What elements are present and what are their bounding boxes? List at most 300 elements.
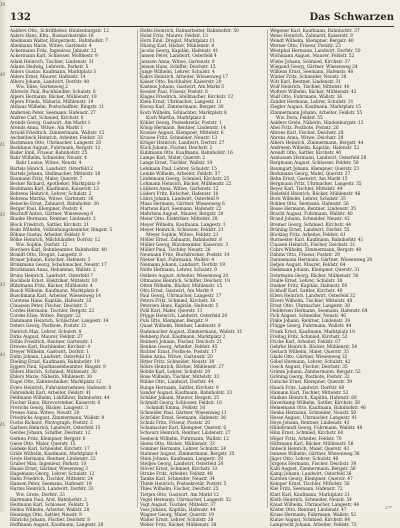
edge-mark: 44 [0, 352, 6, 357]
directory-entry: Fricke Karl, Arbeiter, Feldstr. 67 [270, 339, 341, 345]
directory-entry: Kaiser Otto, Buchhalter, Kaiserstr. 20 [140, 79, 222, 85]
directory-entry: Lindemann Georg, Schmied, Kirchstr. 25 [140, 176, 230, 182]
edge-mark: 39 [0, 2, 6, 7]
directory-entry: Jansen Peter, Landwirt, Osterfeld 4 [140, 54, 217, 60]
directory-entry: Berger Paul, Klempner, Poststr. 6 [10, 207, 83, 213]
directory-entry: Müller Georg, Bürobeamter, Kaiserstr. 3 [140, 242, 228, 248]
directory-entry: Lübbers Anna, Witwe, Gartenstr. 12 [140, 186, 219, 192]
page-number: 132 [10, 12, 31, 23]
directory-entry: Hildebrandt Georg, Fuhrmann, Wallstr. 48 [270, 426, 363, 432]
directory-entry: Grote Hermann, Rentner, Lindenstr. 22 [10, 456, 96, 462]
directory-entry: Abel Fritz, Postbote, Poststr. 26 [270, 125, 339, 131]
directory-entry: Bohlen Otto, Seemann, Hafenstr. 56 [270, 202, 349, 208]
directory-entry: Junge Wilhelm, Lehrer, Schulstr. 4 [140, 69, 215, 75]
directory-entry: Ehlers Marie, Näherin, Mühlenstr. 30 [10, 375, 92, 381]
directory-entry: Hartmann Paul, Arzt, Bahnhofstr. 2 [10, 497, 87, 503]
directory-entry: Duhn Johann, Landwirt, Osterfeld 11 [10, 355, 91, 360]
directory-entry: Heyn Johann, Rentner, Lindenstr. 43 [270, 421, 350, 427]
directory-entry: Knust Wilhelm, Uhrmacher, Langestr. 44 [270, 502, 359, 508]
directory-entry: Tamke Karl, Schneider, Neustr. 34 [140, 477, 215, 483]
directory-entry: Neumann Fritz, Buchdrucker, Poststr. 14 [140, 253, 230, 259]
directory-entry: Wagner Georg, Maler, Querstr. 19 [140, 512, 214, 518]
directory-entry: Hesse August, Uhrmacher, Langestr. 41 [270, 416, 358, 422]
directory-entry: Bode Wilhelm, Vollziehungsbeamter, Ringstr. 5 [10, 227, 113, 233]
directory-entry: Schneider Paul, Gärtner, Wiesenweg 11 [140, 411, 227, 417]
directory-entry: Klages Friedrich, Stellmacher, Kirchstr. 12 [140, 95, 234, 101]
directory-entry: Stahmer August, Zimmermann, Bergstr. 35 [140, 451, 235, 457]
directory-entry: Behrens Heinrich, Lehrer, Schulstr. 2 [10, 192, 92, 197]
directory-entry: Wendt Wilhelm, Klempner, Bergstr. 40 [270, 39, 354, 45]
directory-entry: Freese Anna, Witwe, Neustr. 20 [10, 411, 80, 417]
directory-entry: Bargmann August, Schlosser, Feldstr. 58 [270, 161, 359, 167]
directory-entry: Köhler Georg, Postsekretär, Poststr. 1 [140, 120, 222, 126]
directory-entry: Quast Wilhelm, Rentner, Lindenstr. 8 [140, 324, 221, 330]
page-header [10, 12, 394, 26]
directory-entry: Wiebe Johann, Schmied, Kirchstr. 37 [270, 59, 350, 65]
directory-entry: Hagemann Georg, Lehrer, Schulstr. 12 [10, 472, 95, 478]
directory-entry: Schäfer Johann, Maurer, Bergstr. 25 [140, 395, 219, 401]
directory-entry: Bader Emil, Friseur, Bahnhofstr. 25 [10, 151, 88, 157]
directory-entry: Baumann Fritz, Maler, Querstr. 7 [10, 176, 83, 182]
directory-entry: Böhme Gustav, Arbeiter, Feldstr. 9 [10, 232, 85, 238]
directory-entry: Carstens Hans, Kapitän, Hafenstr. 33 [10, 298, 92, 304]
directory-entry: Hamann Karl, Tischler, Mittelstr. 52 [270, 390, 349, 396]
directory-entry: Flügge Georg, Fuhrmann, Wallstr. 44 [270, 324, 352, 330]
directory-entry: Gerken Fritz, Klempner, Bergstr. 6 [10, 436, 86, 442]
directory-entry: Ehlers Hinrich, Schmied, Mühlenstr. 30 [10, 370, 97, 376]
directory-entry: Krüger Heinrich, Landwirt, Dorfstr. 27 [140, 141, 225, 147]
directory-entry: Engel Otto, Zahntechniker, Marktplatz 12 [10, 380, 102, 386]
directory-entry: Ebeling Ernst, Kaufmann, Bahnhofstr. 19 [10, 360, 100, 366]
directory-entry: Friedrichs August, Zimmermann, Wallstr. 9 [10, 416, 105, 422]
directory-entry: Stelljes Georg, Landwirt, Osterfeld 24 [140, 461, 224, 467]
directory-entry: Hüttmann Karl, Bäcker, Mühlenstr. 58 [270, 441, 354, 447]
directory-entry: Evers Heinrich, Fuhrunternehmer, Hafenstr. 8 [10, 385, 112, 391]
directory-entry: Ernst Otto, Uhrmacher, Langestr. 38 [270, 304, 350, 310]
edge-mark: 43 [0, 282, 6, 287]
directory-entry: Kruse Hermann, Fuhrmann, Wallstr. 52 [270, 512, 357, 518]
directory-entry: Hohls Heinrich, Bahnarbeiter, Bahnhofstr. 50 [140, 29, 239, 34]
directory-entry: Kiel Fritz, Seemann, Hafenstr. 72 [270, 487, 343, 493]
directory-entry: König Hermann, Rentner, Lindenstr. 14 [140, 125, 226, 131]
directory-entry: Frank Ernst, Kaufmann, Marktplatz 18 [270, 329, 355, 335]
directory-entry: Westphal Hermann, Landwirt, Dorfstr. 50 [270, 49, 361, 55]
directory-entry: Albers Heinrich, Zimmermann, Bergstr. 44 [270, 141, 364, 147]
directory-entry: Dohrmann Georg, Bäcker, Mühlenstr. 50 [270, 273, 359, 279]
directory-entry: Ww. Sophie, Dorfstr. 12 [16, 242, 68, 248]
directory-entry: Ackermann Fritz, Ingenieur, Jahnstr. 22 [10, 49, 97, 55]
directory-entry: Bosse Hermann, Rentner, Lindenstr. 35 [270, 207, 356, 213]
directory-entry: Rieke Anna, Witwe, Gartenstr. 20 [140, 355, 213, 360]
directory-entry: Eggers Paul, Sparkassenbeamter, Ringstr. 9 [10, 365, 106, 371]
directory-entry: Gosch August, Fischer, Deichstr. 35 [270, 365, 348, 371]
directory-entry: Rohde Karl, Lehrer, Schulstr. 20 [140, 370, 211, 376]
directory-entry: Alpers Hermann, Bäcker, Mühlenstr. 19 [10, 95, 97, 101]
directory-entry: Deters Georg, Postbote, Poststr. 11 [10, 324, 87, 330]
directory-column-2 [137, 29, 264, 528]
directory-entry: Lange Ernst, Tischler, Wallstr. 19 [140, 161, 213, 167]
directory-entry: Kessler Paul, Friseur, Poststr. 8 [140, 90, 208, 96]
directory-entry: Althaus Wilhelm, Postschaffner, Ringstr. 11 [10, 105, 105, 111]
directory-entry: Frerichs Georg, Bäcker, Langestr. 3 [10, 405, 88, 411]
directory-entry: Ww. Dora, Feldstr. 55 [276, 115, 323, 121]
directory-entry: Cordes Elise, Witwe, Bergstr. 22 [10, 314, 81, 320]
directory-entry: Gröning Georg, Postbote, Poststr. 32 [270, 375, 350, 381]
directory-entry: Kahl August, Zimmermann, Bergstr. 56 [270, 467, 356, 473]
directory-entry: Dreyer Wilhelm, Gastwirt, Dorfstr. 1 [10, 349, 90, 355]
directory-entry: Thies Wilhelm, Fischer, Deichstr. 25 [140, 487, 219, 493]
directory-entry: Baumgart Johann, Klempner, Querstr. 23 [270, 166, 360, 172]
directory-entry: Dannemann Hermann, Gärtner, Wiesenweg 28 [270, 258, 373, 264]
directory-entry: Feldmann Wilhelm, Lokführer, Bahnhofstr. 44 [10, 395, 110, 401]
directory-entry: Haack Fritz, Landwirt, Dorfstr. 60 [270, 385, 345, 391]
directory-entry: Bergmann Fritz, Uhrmacher, Langestr. 35 [270, 181, 362, 187]
directory-entry: Vogt August, Tischler, Mittelstr. 37 [140, 502, 216, 508]
directory-entry: Elvers Wilhelm, Tischler, Mittelstr. 48 [270, 298, 353, 304]
directory-entry: Kunze August, Schmied, Kirchstr. 64 [270, 518, 350, 523]
directory-entry: Schröder Ernst, Seemann, Hafenstr. 36 [140, 416, 226, 422]
directory-entry: Hansen Peter, Seemann, Hafenstr. 19 [10, 482, 92, 488]
directory-entry: Ritter Fritz, Schneider, Neustr. 30 [140, 360, 215, 366]
directory-entry: Janssen Anna, Witwe, Gartenstr. 9 [140, 59, 215, 65]
directory-entry: Lampe Karl, Maler, Querstr. 2 [140, 156, 206, 162]
directory-entry: Dirks August, Maurer, Feldstr. 27 [10, 334, 83, 340]
directory-entry: Otto Ernst, Gastwirt, Am Markt 9 [140, 288, 214, 294]
directory-entry: Kahrs Heinrich, Arbeiter, Wiesenweg 17 [140, 74, 228, 80]
directory-entry: Brand Johann, Schneider, Neustr. 42 [270, 217, 350, 223]
directory-entry: Krause Fritz, Schneider, Neustr. 13 [140, 135, 217, 141]
directory-entry: Lehmann Paul, Lehrer, Schulstr. 15 [140, 166, 217, 172]
directory-entry: Peters Fritz, Schmied, Kirchstr. 30 [140, 298, 216, 304]
directory-entry: Ahrens Anna, Witwe, Deichstr. 28 [270, 135, 344, 141]
directory-entry: Brüning Ernst, Landwirt, Dorfstr. 55 [270, 227, 350, 233]
directory-entry: Meyer Sophie, Witwe, Feldstr. 21 [146, 232, 219, 238]
directory-entry: Holst Fritz, Maurer, Feldstr. 13 [140, 34, 208, 40]
directory-entry: Wulf Otto, Fuhrmann, Wallstr. 36 [270, 95, 343, 101]
directory-entry: Stöver Ernst, Schmied, Kirchstr. 33 [140, 467, 218, 473]
directory-entry: Martens Karl, Seemann, Hafenstr. 22 [140, 207, 222, 213]
directory-entry: Renken Georg, Arbeiter, Feldstr. 45 [140, 344, 218, 350]
directory-entry: Oltmanns Heinrich, Schiffer, Deichstr. 18 [140, 278, 230, 284]
directory-entry: Heinemann Otto, Kaufmann, Bahnhofstr. 46 [270, 405, 366, 411]
directory-entry: Dunker Fritz, Kapitän, Hafenstr. 60 [270, 283, 348, 289]
directory-entry: Lüders Fritz, Kutscher, Hafenstr. 10 [140, 192, 219, 197]
directory-entry: Asmussen Hermann, Landwirt, Osterfeld 28 [270, 156, 367, 162]
directory-entry: Göbel Hermann, Lehrer, Schulstr. 42 [270, 360, 351, 366]
directory-entry: Schulz Fritz, Friseur, Poststr. 20 [140, 421, 211, 427]
directory-entry: Kück Johann, Fischer, Deichstr. 2 [140, 146, 213, 152]
directory-entry: Diekmann Johann, Klempner, Querstr. 31 [270, 268, 360, 274]
directory-entry: Lemke Wilhelm, Arbeiter, Feldstr. 37 [140, 171, 221, 177]
directory-entry: Eckhoff Karl, Sattler, Kirchstr. 48 [270, 288, 343, 294]
directory-column-1 [10, 29, 134, 528]
directory-entry: Abelmann Walter, Bürgermstr., Bahnhofstr. 7 [10, 39, 109, 45]
directory-entry: Schumacher Karl, Klempner, Querstr. 6 [140, 426, 227, 432]
directory-entry: Cordes Hermann, Tischler, Bergstr. 22 [10, 309, 95, 315]
directory-entry: Rademacher August, Zimmermann, Wallstr. 31 [140, 329, 243, 335]
directory-entry: Hinrichs Johann, Fischer, Deichstr. 8 [10, 518, 90, 523]
directory-entry: Fischer Hans, Bürovorsteher, Kaiserstr. 6 [10, 400, 101, 406]
directory-entry: Höper Fritz, Arbeiter, Feldstr. 70 [270, 436, 342, 442]
directory-entry: Sommer Hermann, Lehrer, Schulstr. 24 [140, 446, 227, 452]
directory-entry: Bartels Johann, Stellmacher, Mittelstr. 18 [10, 171, 101, 177]
directory-entry: Maas Hermann, Gärtner, Wiesenweg 6 [140, 202, 225, 208]
directory-entry: Seebeck Wilhelm, Fuhrmann, Wallstr. 12 [140, 436, 229, 442]
directory-entry: Dralle Ernst, Lehrer, Schulstr. 38 [270, 278, 343, 284]
directory-entry: Horn Emil, Drogist, Marktplatz 11 [140, 39, 215, 45]
directory-entry: Oelkers August, Arbeiter, Wiesenweg 20 [140, 273, 229, 279]
directory-entry: Hahn Friedrich, Tischler, Mittelstr. 24 [10, 477, 93, 483]
directory-entry: Haverkamp Wilhelm, Sattler, Kirchstr. 56 [270, 400, 360, 406]
directory-entry: Gerlach Wilhelm, Maler, Querstr. 35 [270, 349, 349, 355]
directory-entry: Ahlers Gustav, Kaufmann, Marktplatz 3 [10, 69, 96, 75]
directory-entry: Cohrs Wilhelm, Zimmermann, Bergstr. 48 [270, 248, 362, 254]
edge-mark: 42 [0, 212, 6, 217]
directory-entry: Jürgens Hermann, Fischer, Deichstr. 39 [270, 461, 357, 467]
directory-entry: Adam Heinrich, Tischler, Lindenstr. 31 [10, 59, 95, 65]
directory-entry: Albers Johann, Landwirt, Dorfstr. 40 [10, 79, 90, 85]
directory-entry: Wegener Karl, Kaufmann, Bahnhofstr. 37 [270, 29, 360, 34]
directory-entry: Block Friedrich, Sattler, Kirchstr. 21 [10, 222, 90, 228]
directory-entry: Andree Carl, Schmied, Kirchstr. 8 [10, 115, 84, 121]
directory-entry: Rose Wilhelm, Tischler, Mittelstr. 33 [140, 375, 220, 381]
directory-entry: Bischoff Anton, Gärtner, Wiesenweg 8 [10, 212, 93, 218]
directory-entry: Adams Hedwig, Lehrerin, Parkstr. 5 [10, 64, 89, 70]
directory-entry: Kamp Johann, Landwirt, Osterfeld 36 [270, 472, 352, 478]
directory-entry: Beckmann Georg, Maler, Querstr. 27 [270, 171, 351, 177]
directory-entry: Meyer Wilhelm, Kaufmann, Langestr. 1 [140, 222, 226, 228]
directory-entry: Tietjen Otto, Gastwirt, Am Markt 12 [140, 492, 220, 498]
directory-entry: Finke Johann, Rentner, Lindenstr. 39 [270, 319, 351, 325]
directory-entry: Richter Ernst, Postbote, Poststr. 17 [140, 349, 217, 355]
directory-entry: Bahr Louise, Witwe, Neustr. 4 [16, 161, 82, 167]
directory-entry: Grimm Johann, Zimmermann, Bergstr. 52 [270, 370, 361, 376]
directory-entry: Glade Otto, Gärtner, Wiesenweg 32 [270, 355, 348, 360]
directory-entry: Hinz Ernst, Schmied, Kirchstr. 60 [270, 431, 344, 437]
directory-entry: Meier Otto, Elektriker, Mittelstr. 28 [140, 217, 218, 223]
directory-entry: Kemper Ernst, Tischler, Mittelstr. 56 [270, 482, 350, 488]
directory-entry: Dietrich Max, Lehrer, Schulstr. 8 [10, 329, 82, 335]
directory-entry: Backhaus August, Fuhrmann, Bergstr. 12 [10, 146, 101, 152]
directory-entry: Döhle Friedrich, Rentner, Gartenstr. 1 [10, 339, 93, 345]
directory-entry: Andersen Peter, Seemann, Hafenstr. 27 [10, 110, 96, 116]
directory-entry: Hanken Heinrich, Kapitän, Hafenstr. 68 [270, 395, 357, 401]
directory-entry: Koch Martha, Marktplatz 8 [146, 115, 206, 121]
directory-entry: Paul Georg, Uhrmacher, Langestr. 17 [140, 293, 222, 299]
directory-entry: Ziegler August, Kaufmann, Marktplatz 15 [270, 105, 361, 111]
directory-entry: Gödeke Karl, Schneider, Kirchstr. 17 [10, 446, 90, 452]
directory-entry: Möller Ernst, Zahnarzt, Bahnhofstr. 8 [140, 237, 222, 243]
footer-signature-mark: 17* [384, 505, 392, 510]
directory-entry: Stein Johann, Kaufmann, Langestr. 29 [140, 456, 223, 462]
directory-entry: Beyer Karl, Tischler, Mittelstr. 44 [270, 186, 343, 192]
directory-entry: Runge Hermann, Sattler, Kirchstr. 9 [140, 385, 219, 391]
directory-entry: Wiegand Georg, Gärtner, Wiesenweg 24 [270, 64, 358, 70]
directory-entry: Koch Wilhelm, Schlachter, Marktplatz 8 [140, 110, 227, 116]
directory-entry: Ahlers Ernst, Maurer, Hafenstr. 14 [10, 74, 86, 80]
directory-entry: Bracht August, Fuhrmann, Wallstr. 40 [270, 212, 353, 218]
directory-entry: Röhrs Heinrich, Bäcker, Mühlenstr. 27 [140, 365, 224, 371]
directory-entry: Bock Wilhelm, Lehrer, Schulstr. 35 [270, 197, 346, 203]
directory-entry: Wolters Wilhelm, Bäcker, Mühlenstr. 42 [270, 90, 357, 96]
directory-entry: Ww. Elise, Gartenweg 2 [16, 85, 68, 91]
directory-entry: Aalders Otto, Schriftleiter, Hindenburgstr. 12 [10, 29, 109, 34]
directory-entry: Hennings Otto, Sattler, Neustr. 9 [10, 512, 82, 518]
directory-entry: Gruber Max, Ingenieur, Parkstr. 10 [10, 461, 87, 467]
directory-entry: Haase Ernst, Gärtner, Wiesenweg 3 [10, 467, 88, 473]
directory-entry: Rübke Otto, Landwirt, Dorfstr. 44 [140, 380, 214, 386]
directory-entry: Wichmann August, Maurer, Feldstr. 52 [270, 54, 355, 60]
directory-entry: Freitag Fritz, Schmied, Kirchstr. 52 [270, 334, 348, 340]
directory-entry: Bruns Heinrich, Landwirt, Osterfeld 7 [10, 273, 93, 279]
directory-entry: Zander Hermann, Lehrer, Schulstr. 31 [270, 100, 354, 106]
directory-entry: Henke Hermann, Schneider, Neustr. 50 [270, 411, 357, 417]
directory-entry: Köster Otto, Rentner, Lindenstr. 47 [270, 507, 347, 513]
directory-entry: Müller Paul, Tischler, Neustr. 26 [140, 248, 211, 254]
directory-entry: Kramer August, Klempner, Mittelstr. 6 [140, 130, 224, 136]
directory-entry: Behrens Martha, Witwe, Gartenstr. 16 [10, 197, 94, 203]
directory-entry: Arends Georg, Gastwirt, Am Markt 1 [10, 120, 91, 126]
directory-entry: Bachmann Otto, Uhrmacher, Langestr. 20 [10, 141, 102, 147]
directory-entry: Reimers Johann, Fischer, Deichstr. 21 [140, 339, 223, 345]
directory-entry: Buschmann Karl, Arbeiter, Wiesenweg 14 [10, 293, 101, 299]
directory-entry: Siems Otto, Bäcker, Mühlenstr. 33 [140, 441, 215, 447]
directory-entry: Klatt Karl, Kaufmann, Marktplatz 21 [270, 492, 350, 498]
directory-entry: Dammann Heinrich, Schlachter, Langestr. 14 [10, 319, 109, 325]
directory-entry: Wolf Heinrich, Tischler, Mittelstr. 40 [270, 85, 350, 91]
directory-entry: Gerdes Johann, Schiffer, Deichstr. 12 [10, 431, 91, 437]
directory-entry: Weber Fritz, Bäcker, Mühlenstr. 38 [140, 523, 217, 528]
directory-entry: Fahrenholz Karl, Arbeiter, Feldstr. 41 [10, 390, 92, 396]
directory-entry: Benecke Ernst, Zahnarzt, Bahnhofstr. 30 [10, 202, 99, 208]
directory-entry: Thiele Heinrich, Postsekretär, Poststr. 5 [140, 482, 227, 488]
directory-entry: Puls Otto, Klempner, Bergstr. 9 [140, 319, 208, 325]
directory-entry: Ahrens Karl, Fischer, Deichstr. 28 [270, 130, 344, 136]
edge-marks [0, 0, 7, 512]
directory-entry: Mehrtens August, Maurer, Bergstr. 18 [140, 212, 224, 218]
directory-entry: Abelmann Marie, Witwe, Gartenstr. 4 [10, 44, 92, 50]
directory-entry: Strube Fritz, Arbeiter, Feldstr. 48 [140, 472, 213, 478]
directory-entry: Eilers Heinrich, Landwirt, Osterfeld 32 [270, 293, 356, 299]
directory-entry: Knoop Karl, Zimmermann, Bergstr. 30 [140, 105, 224, 111]
directory-entry: Gräfe Wilhelm, Kaufmann, Marktplatz 4 [10, 451, 98, 457]
directory-entry: Witt Karl, Rentner, Lindenstr. 31 [270, 79, 342, 85]
directory-entry: Drewes Karl, Buchbinder, Kirchstr. 4 [10, 344, 91, 350]
directory-entry: Bölke Heinrich, Milchhändler, Dorfstr. 12 [10, 237, 101, 243]
directory-entry: Lohmann Heinrich, Bäcker, Mühlenstr. 22 [140, 181, 232, 187]
directory-entry: Zimmermann Johann, Arbeiter, Feldstr. 55 [270, 110, 363, 116]
directory-entry: Sander August, Kaufmann, Bahnhofstr. 33 [140, 390, 233, 396]
directory-entry: Ackermann Karl, Schlosser, Moltkestr. 9 [10, 54, 98, 60]
directory-entry: Busch Wilhelm, Kaufmann, Marktplatz 6 [10, 288, 99, 294]
directory-entry: Rehberg Paul, Kaufmann, Marktplatz 2 [140, 334, 226, 340]
directory-entry: Bücking Fritz, Arbeiter, Feldstr. 61 [270, 232, 346, 238]
directory-entry: Arends Anna, Witwe, Am Markt 1 [10, 125, 84, 131]
directory-entry: Isensee Wilhelm, Gärtner, Wiesenweg 36 [270, 451, 360, 457]
directory-entry: Hüsing Karl, Bäcker, Mühlenstr. 8 [140, 44, 215, 50]
directory-entry: Voss Johann, Kapitän, Hafenstr. 44 [140, 507, 216, 513]
directory-entry: Jäger Otto, Lehrer, Schulstr. 46 [270, 456, 339, 462]
directory-entry: Arnold Friedrich, Zimmermann, Wallstr. 15 [10, 130, 105, 136]
directory-entry: Kuhlmann Otto, Kaufmann, Bahnhofstr. 16 [140, 151, 233, 157]
directory-entry: Winter Fritz, Schneider, Neustr. 38 [270, 74, 347, 80]
directory-entry: Claussen Peter, Fischer, Deichstr. 5 [10, 304, 87, 310]
directory-entry: Beckmann Karl, Kaufmann, Kaiserstr. 13 [10, 186, 99, 192]
directory-entry: Bielefeld Heinrich, Bäcker, Mühlenstr. 46 [270, 192, 361, 197]
directory-entry: Kastens Johann, Gastwirt, Am Markt 5 [140, 85, 225, 91]
directory-entry: Borchers Karl, Bahnbeamter, Bahnhofstr. 40 [10, 248, 107, 254]
directory-entry: Behn Ernst, Gastwirt, Am Markt 15 [270, 176, 348, 182]
directory-entry: Jensen Hans, Schiffer, Deichstr. 15 [140, 64, 216, 70]
directory-entry: Prigge Heinrich, Landwirt, Osterfeld 20 [140, 314, 228, 320]
directory-entry: Werner Otto, Friseur, Poststr. 23 [270, 44, 341, 50]
edge-mark: 41 [0, 142, 6, 147]
directory-entry: Karsten Georg, Klempner, Querstr. 47 [270, 477, 353, 483]
directory-entry: Otten Wilhelm, Bäcker, Mühlenstr. 15 [140, 283, 223, 289]
directory-entry: Arendt Otto, Sattler, Kirchstr. 40 [270, 151, 342, 157]
running-title: Das Schwarzen [309, 12, 394, 23]
directory-entry: Pohl Karl, Maler, Querstr. 11 [140, 309, 203, 315]
directory-entry: Alpers Frieda, Näherin, Mühlenstr. 19 [10, 100, 94, 106]
directory-entry: Albrecht Paul, Buchhändler, Schulstr. 6 [10, 90, 96, 96]
directory-entry: Aalders Grete, Näherin, Hindenburgstr. 12 [270, 120, 364, 126]
directory-entry: Claasen Heinrich, Fischer, Deichstr. 31 [270, 242, 356, 248]
edge-mark: 40 [0, 72, 6, 77]
directory-entry: Lamprecht Johann, Arbeiter, Feldstr. 73 [270, 523, 357, 528]
directory-entry: Brinkmann Georg, Schuhmacher, Neustr. 17 [10, 263, 107, 269]
directory-entry: Giese Otto, Maler, Querstr. 15 [10, 441, 76, 447]
edge-mark: 45 [0, 422, 6, 427]
directory-entry: Imbeck Heinrich, Maler, Querstr. 43 [270, 446, 349, 452]
directory-entry: Bahr Wilhelm, Schneider, Neustr. 4 [10, 156, 87, 162]
directory-entry: Niemann Johann, Landwirt, Dorfstr. 19 [140, 263, 226, 269]
directory-entry: Gutsche Ernst, Klempner, Querstr. 39 [270, 380, 352, 386]
directory-entry: Brauer Johann, Kutscher, Hafenstr. 3 [10, 258, 91, 264]
header-rule [10, 26, 394, 27]
directory-entry: Harms Heinrich, Landwirt, Dorfstr. 33 [10, 487, 94, 493]
directory-entry: Brockmann Anna, Hebamme, Wallstr. 2 [10, 268, 96, 274]
directory-entry: Blanke Hermann, Rentner, Lindenstr. 3 [10, 217, 96, 223]
directory-entry: Heitmann Karl, Schlosser, Feldstr. 5 [10, 502, 89, 508]
directory-entry: Walter Ernst, Lehrer, Schulstr. 28 [140, 518, 214, 523]
directory-entry: Meyer Heinrich, Schlosser, Feldstr. 21 [140, 227, 224, 233]
directory-entry: Garbers Heinrich, Landwirt, Osterfeld 15 [10, 426, 101, 432]
directory-entry: Weiss Heinrich, Zahnarzt, Kaiserstr. 9 [270, 34, 353, 40]
directory-entry: Buchholz Ernst, Elektriker, Mittelstr. 10 [10, 278, 98, 284]
directory-entry: Aschenbeck Heinrich, Arbeiter, Feldstr. 33 [10, 135, 103, 141]
directory-entry: Helms Wilhelm, Arbeiter, Wallstr. 28 [10, 507, 90, 513]
directory-entry: Brandt Otto, Drogist, Langestr. 8 [10, 253, 82, 259]
directory-entry: Aalers Hans, Kfm., Bismarckstraße 18 [10, 34, 94, 40]
directory-entry: Becker Richard, Apotheker, Marktplatz 9 [10, 181, 100, 187]
directory-entry: Wilkens Ernst, Seemann, Hafenstr. 48 [270, 69, 354, 75]
directory-entry: Burmester Karl, Kaufmann, Bahnhofstr. 41 [270, 237, 364, 243]
directory-entry: Bartels Hinrich, Landwirt, Osterfeld 2 [10, 166, 94, 172]
directory-entry: Schmidt Emma, Feldstr. 16 [146, 405, 206, 411]
directory-entry: Gehrke Heinrich, Bäcker, Mühlenstr. 54 [270, 344, 357, 350]
directory-entry: Feddersen Hermann, Seemann, Hafenstr. 64 [270, 309, 368, 315]
directory-entry: Schmidt Georg, Schlosser, Feldstr. 16 [140, 400, 222, 406]
directory-entry: Andresen Wilhelm, Kapitän, Hafenstr. 52 [270, 146, 360, 152]
directory-entry: Petersen Hans, Kapitän, Hafenstr. 5 [140, 304, 219, 310]
directory-entry: Jacobs Georg, Kapitän, Hafenstr. 41 [140, 49, 219, 55]
directory-columns [10, 29, 394, 528]
directory-entry: Kloth Heinrich, Schneider, Neustr. 54 [270, 497, 352, 503]
directory-entry: Bührmann Fritz, Bäcker, Mühlenstr. 4 [10, 283, 93, 289]
directory-entry: Nolte Hermann, Lehrer, Schulstr. 9 [140, 268, 217, 274]
directory-column-3 [267, 29, 394, 528]
directory-entry: Detjen August, Maurer, Feldstr. 64 [270, 263, 346, 269]
